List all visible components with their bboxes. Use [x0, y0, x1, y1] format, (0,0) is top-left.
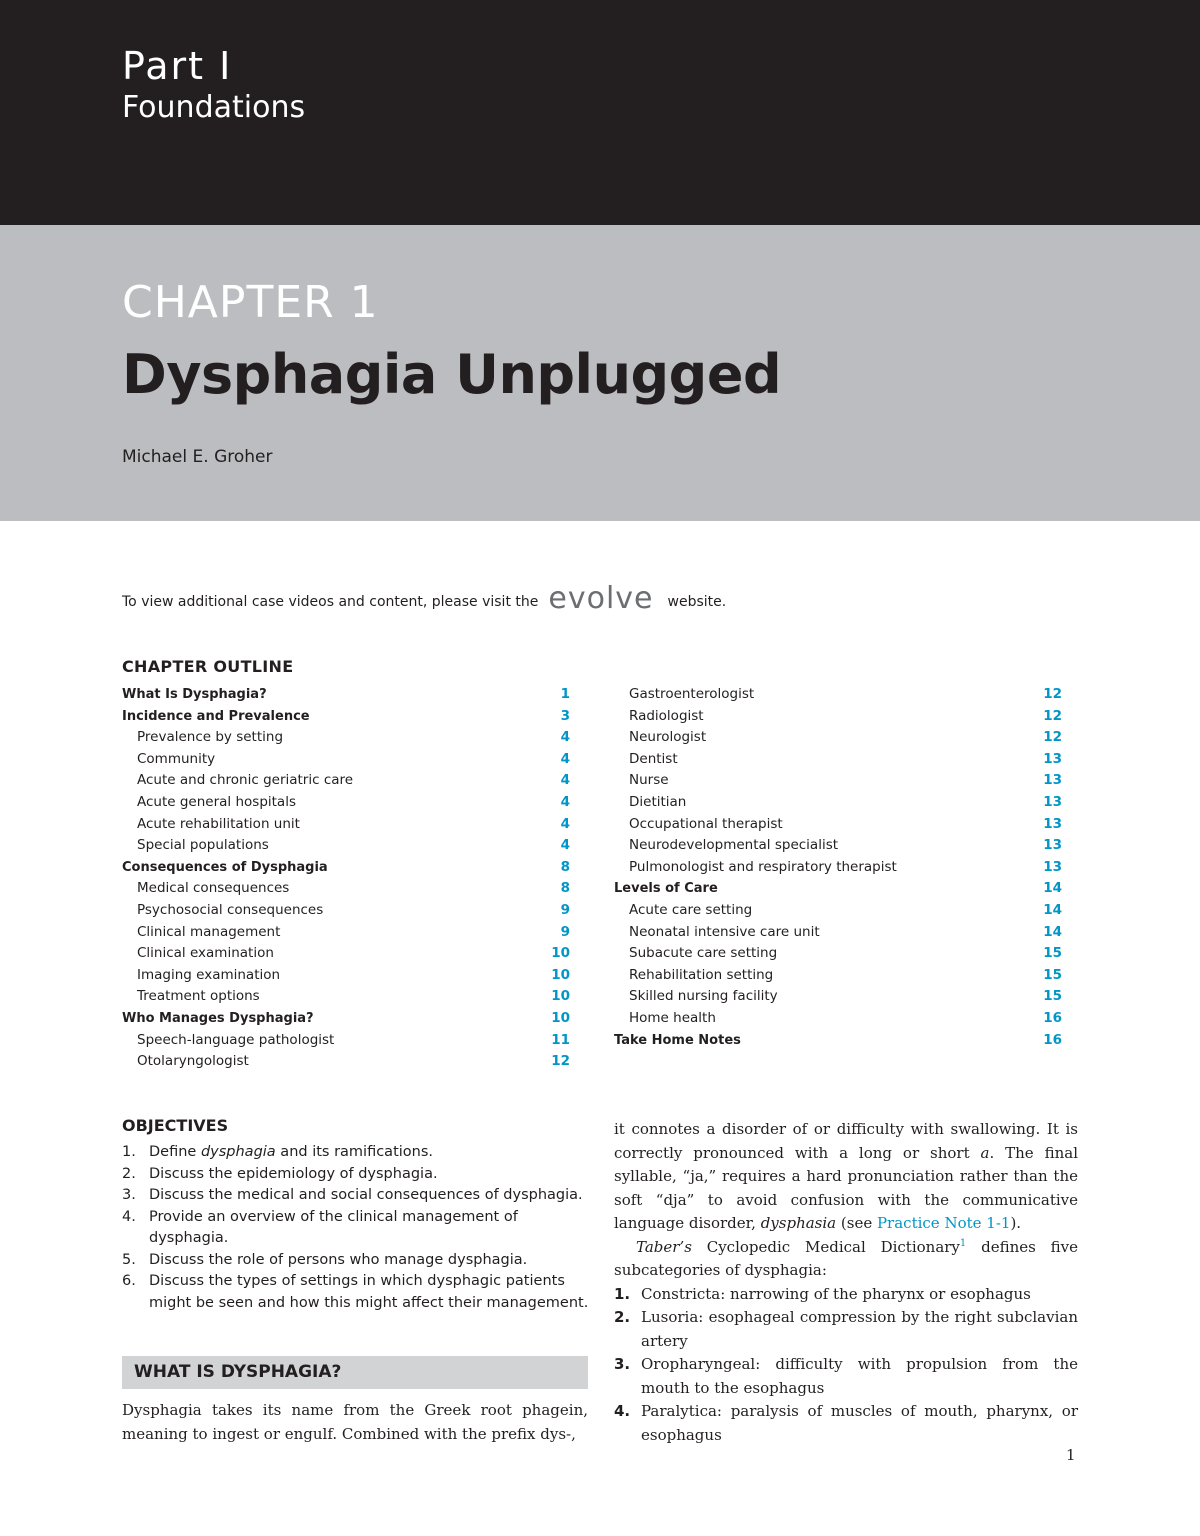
practice-note-link[interactable]: Practice Note 1-1	[876, 1214, 1011, 1232]
outline-entry-text: Medical consequences	[137, 880, 290, 897]
outline-entry[interactable]	[614, 1030, 1062, 1052]
chapter-outline-heading: CHAPTER OUTLINE	[122, 657, 294, 676]
outline-entry[interactable]	[122, 792, 570, 814]
outline-entry-page: 14	[1043, 923, 1062, 940]
outline-entry-page: 16	[1043, 1031, 1062, 1048]
outline-entry-text: Neurologist	[629, 729, 707, 746]
text-run-italic: dysphagia	[200, 1144, 276, 1160]
subcategory-number: 4.	[614, 1402, 631, 1420]
outline-entry-text: Clinical management	[137, 923, 281, 940]
outline-entry-page: 10	[551, 1009, 570, 1026]
objective-text: Provide an overview of the clinical management of dysphagia.	[149, 1208, 518, 1246]
outline-entry-text: Incidence and Prevalence	[122, 708, 310, 724]
text-run: Define	[149, 1144, 201, 1160]
objective-item	[122, 1271, 592, 1314]
outline-entry[interactable]	[122, 684, 570, 706]
section-heading-bar	[122, 1356, 588, 1389]
objective-text: Discuss the epidemiology of dysphagia.	[149, 1165, 438, 1182]
outline-entry-text: Acute and chronic geriatric care	[137, 772, 354, 789]
outline-entry[interactable]	[614, 814, 1062, 836]
chapter-header-band	[0, 225, 1200, 521]
outline-entry[interactable]	[122, 814, 570, 836]
outline-entry-page: 15	[1043, 988, 1062, 1005]
subcategory-text: Constricta: narrowing of the pharynx or esophagus	[641, 1284, 1031, 1303]
chapter-title: Dysphagia Unplugged	[122, 343, 782, 406]
outline-entry-page: 13	[1043, 858, 1062, 875]
part-name: Foundations	[122, 90, 306, 125]
outline-entry-text: Home health	[629, 1009, 716, 1026]
outline-entry-page: 4	[560, 729, 570, 746]
objective-item	[122, 1185, 592, 1207]
body-paragraph	[614, 1118, 1078, 1236]
objective-item	[122, 1142, 592, 1164]
outline-entry-text: Gastroenterologist	[629, 686, 755, 702]
outline-entry-page: 3	[560, 707, 570, 724]
outline-entry-text: Acute rehabilitation unit	[137, 815, 300, 832]
outline-entry[interactable]	[614, 684, 1062, 706]
objective-number: 2.	[122, 1165, 136, 1182]
part-header-band	[0, 0, 1200, 225]
objective-number: 1.	[122, 1144, 136, 1160]
outline-column-left	[122, 684, 570, 1073]
evolve-logo-icon[interactable]: evolve	[548, 581, 654, 616]
outline-entry[interactable]	[122, 770, 570, 792]
subcategory-item	[614, 1283, 1078, 1307]
objective-number: 4.	[122, 1208, 136, 1225]
outline-entry-page: 1	[560, 686, 570, 702]
outline-entry-text: Neonatal intensive care unit	[629, 923, 820, 940]
outline-entry-text: Radiologist	[629, 707, 704, 724]
outline-entry-page: 8	[560, 858, 570, 875]
outline-entry-text: What Is Dysphagia?	[122, 687, 267, 702]
outline-entry-page: 4	[560, 815, 570, 832]
page-number: 1	[1066, 1446, 1076, 1464]
objective-number: 6.	[122, 1273, 136, 1289]
evolve-notice	[122, 581, 727, 619]
evolve-prefix: To view additional case videos and content, please visit the	[122, 593, 539, 610]
outline-entry-page: 16	[1043, 1009, 1062, 1026]
outline-entry-text: Speech-language pathologist	[137, 1031, 335, 1048]
objective-text: Discuss the role of persons who manage dysphagia.	[149, 1251, 528, 1268]
outline-entry[interactable]	[122, 835, 570, 857]
outline-entry-page: 14	[1043, 901, 1062, 918]
outline-column-right	[614, 684, 1062, 1051]
outline-entry[interactable]	[614, 792, 1062, 814]
objective-item	[122, 1207, 592, 1250]
outline-entry-text: Special populations	[137, 837, 269, 854]
outline-entry[interactable]	[614, 770, 1062, 792]
outline-entry[interactable]	[614, 878, 1062, 900]
outline-entry[interactable]	[614, 986, 1062, 1008]
text-run: defines five subcategories of dysphagia:	[614, 1237, 1078, 1279]
outline-entry-text: Acute general hospitals	[137, 793, 296, 810]
outline-entry-text: Levels of Care	[614, 881, 718, 897]
chapter-label: CHAPTER 1	[122, 277, 379, 328]
body-paragraph-left: Dysphagia takes its name from the Greek root phagein, meaning to ingest or engulf. Combined with the prefix dys-,	[122, 1401, 588, 1443]
outline-entry[interactable]	[614, 943, 1062, 965]
outline-entry-page: 15	[1043, 945, 1062, 962]
part-label: Part I	[122, 44, 233, 88]
outline-entry[interactable]	[122, 1030, 570, 1052]
outline-entry-text: Neurodevelopmental specialist	[629, 837, 839, 854]
outline-entry-text: Prevalence by setting	[137, 729, 284, 746]
outline-entry-page: 9	[560, 923, 570, 940]
objective-text	[149, 1142, 592, 1164]
objective-item	[122, 1164, 592, 1186]
objectives-list	[122, 1142, 592, 1314]
objective-text: Discuss the types of settings in which dysphagic patients might be seen and how this might affect their management.	[149, 1273, 589, 1311]
outline-entry[interactable]	[614, 900, 1062, 922]
outline-entry-text: Treatment options	[137, 988, 260, 1005]
outline-entry[interactable]	[122, 1051, 570, 1073]
evolve-suffix: website.	[667, 593, 727, 610]
outline-entry-text: Nurse	[629, 772, 669, 789]
objectives-heading: OBJECTIVES	[122, 1116, 229, 1135]
outline-entry-text: Who Manages Dysphagia?	[122, 1010, 314, 1026]
outline-entry-text: Subacute care setting	[629, 945, 778, 962]
body-paragraph	[614, 1236, 1078, 1283]
outline-entry-text: Acute care setting	[629, 901, 753, 918]
outline-entry-page: 4	[560, 750, 570, 767]
body-column-right	[614, 1118, 1078, 1447]
subcategory-list	[614, 1283, 1078, 1448]
outline-entry-text: Psychosocial consequences	[137, 901, 324, 918]
outline-entry-page: 13	[1043, 793, 1062, 810]
section-title: WHAT IS DYSPHAGIA?	[134, 1362, 342, 1382]
text-run: (see	[836, 1214, 877, 1232]
subcategory-number: 1.	[614, 1284, 631, 1303]
outline-entry-page: 13	[1043, 750, 1062, 767]
outline-entry-page: 13	[1043, 837, 1062, 854]
objective-number: 3.	[122, 1187, 136, 1203]
outline-entry-page: 10	[551, 945, 570, 962]
text-run: it connotes a disorder of or difficulty with swallowing. It is correctly pronounced with a long or short	[614, 1120, 1078, 1162]
outline-entry-page: 13	[1043, 772, 1062, 789]
outline-entry-text: Rehabilitation setting	[629, 966, 774, 983]
outline-entry[interactable]	[614, 965, 1062, 987]
outline-entry-page: 4	[560, 772, 570, 789]
outline-entry-page: 9	[560, 901, 570, 918]
outline-entry-page: 14	[1043, 880, 1062, 897]
subcategory-text: Paralytica: paralysis of muscles of mouth, pharynx, or esophagus	[641, 1402, 1078, 1444]
reference-superscript[interactable]: 1	[959, 1237, 967, 1249]
outline-entry[interactable]	[122, 922, 570, 944]
outline-entry-text: Take Home Notes	[614, 1032, 741, 1048]
outline-entry-text: Pulmonologist and respiratory therapist	[629, 858, 897, 875]
outline-entry[interactable]	[614, 1008, 1062, 1030]
outline-entry-page: 4	[560, 837, 570, 854]
text-run-italic: dysphasia	[760, 1214, 837, 1232]
outline-entry[interactable]	[122, 900, 570, 922]
outline-entry-page: 4	[560, 793, 570, 810]
text-run: Cyclopedic Medical Dictionary	[691, 1237, 960, 1256]
chapter-author: Michael E. Groher	[122, 447, 273, 467]
outline-entry[interactable]	[614, 857, 1062, 879]
outline-entry[interactable]	[122, 986, 570, 1008]
outline-entry[interactable]	[122, 878, 570, 900]
text-run: ).	[1010, 1214, 1022, 1232]
subcategory-item	[614, 1400, 1078, 1447]
outline-entry-page: 12	[551, 1053, 570, 1070]
outline-entry[interactable]	[122, 857, 570, 879]
outline-entry-page: 13	[1043, 815, 1062, 832]
objective-text: Discuss the medical and social consequences of dysphagia.	[149, 1187, 583, 1203]
outline-entry[interactable]	[122, 965, 570, 987]
outline-entry[interactable]	[122, 749, 570, 771]
outline-entry[interactable]	[122, 727, 570, 749]
text-run-italic: a	[980, 1143, 990, 1162]
subcategory-number: 3.	[614, 1355, 631, 1373]
outline-entry-page: 12	[1043, 707, 1062, 724]
objective-number: 5.	[122, 1251, 136, 1268]
outline-entry-page: 12	[1043, 686, 1062, 702]
outline-entry[interactable]	[614, 727, 1062, 749]
outline-entry[interactable]	[614, 922, 1062, 944]
outline-entry[interactable]	[614, 706, 1062, 728]
outline-entry-text: Skilled nursing facility	[629, 988, 778, 1005]
outline-entry-text: Dentist	[629, 750, 678, 767]
subcategory-item	[614, 1306, 1078, 1353]
outline-entry-text: Clinical examination	[137, 945, 274, 962]
outline-entry-page: 8	[560, 880, 570, 897]
outline-entry-text: Consequences of Dysphagia	[122, 859, 328, 875]
subcategory-text: Oropharyngeal: difficulty with propulsion from the mouth to the esophagus	[641, 1355, 1078, 1397]
subcategory-item	[614, 1353, 1078, 1400]
outline-entry[interactable]	[614, 835, 1062, 857]
subcategory-number: 2.	[614, 1308, 631, 1326]
outline-entry-page: 12	[1043, 729, 1062, 746]
text-run: and its ramifications.	[275, 1144, 434, 1160]
outline-entry[interactable]	[122, 706, 570, 728]
outline-entry-text: Occupational therapist	[629, 815, 783, 832]
text-run: . The final syllable, “ja,” requires a hard pronunciation rather than the soft “dja” to avoid confusion with the communicative language disorder,	[614, 1143, 1078, 1232]
outline-entry-page: 10	[551, 988, 570, 1005]
text-run-italic: Taber’s	[636, 1237, 692, 1256]
outline-entry-text: Otolaryngologist	[137, 1053, 249, 1070]
outline-entry-text: Dietitian	[629, 793, 687, 810]
outline-entry-text: Imaging examination	[137, 966, 281, 983]
outline-entry-page: 11	[551, 1031, 570, 1048]
outline-entry-text: Community	[137, 750, 216, 767]
outline-entry[interactable]	[122, 1008, 570, 1030]
outline-entry-page: 10	[551, 966, 570, 983]
outline-entry[interactable]	[122, 943, 570, 965]
subcategory-text: Lusoria: esophageal compression by the right subclavian artery	[641, 1308, 1078, 1350]
outline-entry[interactable]	[614, 749, 1062, 771]
outline-entry-page: 15	[1043, 966, 1062, 983]
objective-item	[122, 1250, 592, 1272]
